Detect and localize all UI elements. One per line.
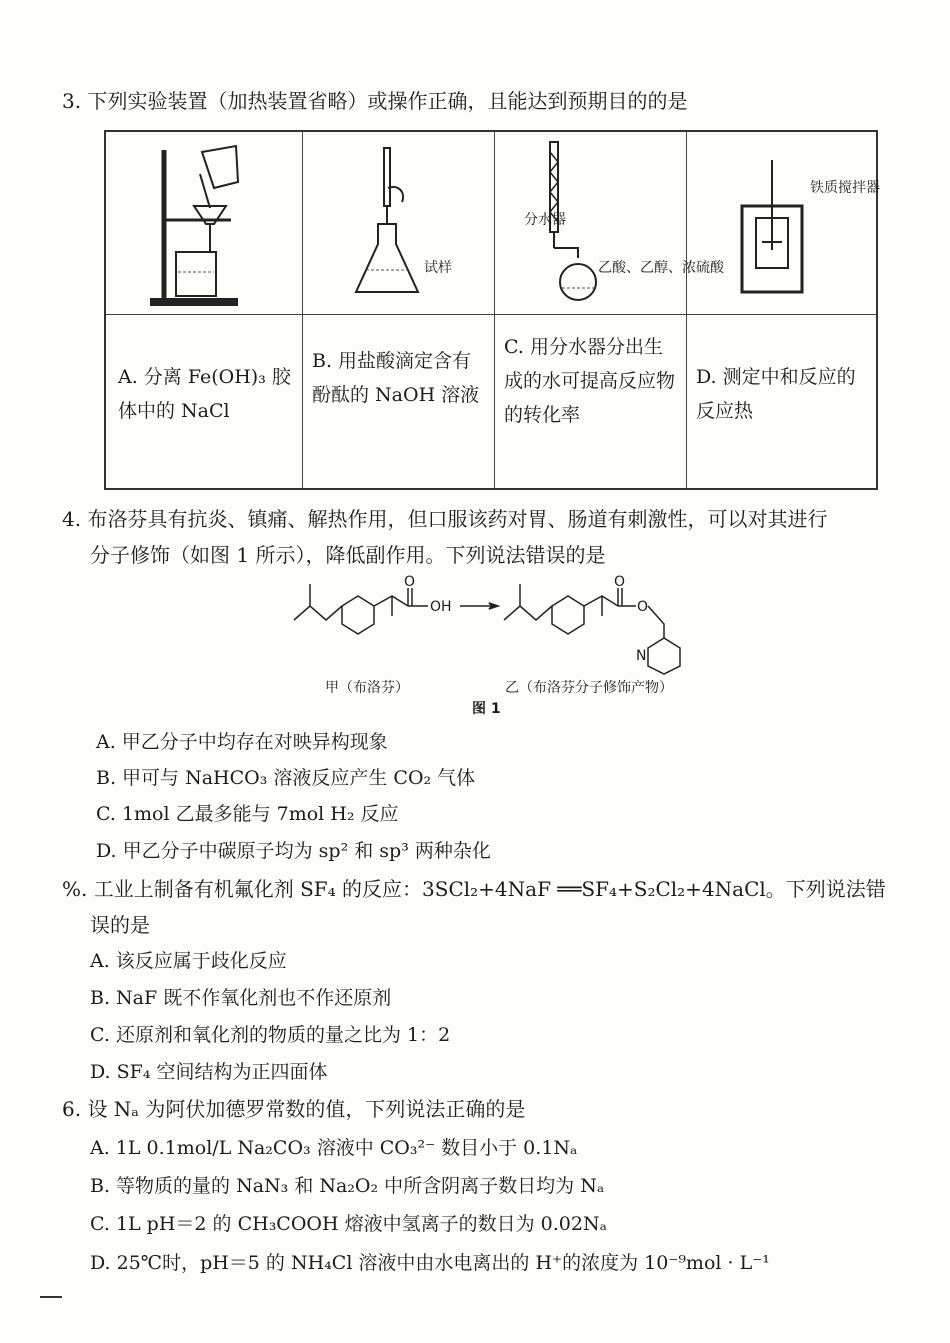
q4-option-a: A. 甲乙分子中均存在对映异构现象 <box>96 731 388 753</box>
apparatus-b-image <box>302 132 494 314</box>
option-c-text: C. 用分水器分出生成的水可提高反应物的转化率 <box>504 336 676 426</box>
apparatus-c-label-left: 分水器 <box>524 212 566 228</box>
q5-option-c: C. 还原剂和氧化剂的物质的量之比为 1：2 <box>90 1024 451 1046</box>
figure-caption: 图 1 <box>472 701 501 717</box>
q5-stem-line2: 误的是 <box>90 913 150 937</box>
mol-right-caption: 乙（布洛芬分子修饰产物） <box>505 680 673 696</box>
option-a-text: A. 分离 Fe(OH)₃ 胶体中的 NaCl <box>118 366 291 422</box>
apparatus-c-label-right: 乙酸、乙醇、浓硫酸 <box>598 260 724 276</box>
mol-left-caption: 甲（布洛芬） <box>325 680 409 696</box>
option-b-text: B. 用盐酸滴定含有酚酞的 NaOH 溶液 <box>312 350 480 406</box>
q5-option-a: A. 该反应属于歧化反应 <box>90 950 287 972</box>
q6-stem: 6. 设 Nₐ 为阿伏加德罗常数的值，下列说法正确的是 <box>62 1097 526 1121</box>
q5-stem-line1: %. 工业上制备有机氟化剂 SF₄ 的反应：3SCl₂+4NaF ══SF₄+S₂Cl₂+4NaCl。下列说法错 <box>62 877 886 901</box>
apparatus-c-image <box>494 132 724 314</box>
atom-o-3: O <box>637 599 649 615</box>
q6-option-a: A. 1L 0.1mol/L Na₂CO₃ 溶液中 CO₃²⁻ 数目小于 0.1Nₐ <box>90 1137 578 1159</box>
q4-option-b: B. 甲可与 NaHCO₃ 溶液反应产生 CO₂ 气体 <box>96 767 476 789</box>
apparatus-a-image <box>106 132 302 314</box>
apparatus-d-image <box>686 132 878 314</box>
q4-stem-line1: 4. 布洛芬具有抗炎、镇痛、解热作用，但口服该药对胃、肠道有刺激性，可以对其进行 <box>62 507 828 531</box>
q4-option-d: D. 甲乙分子中碳原子均为 sp² 和 sp³ 两种杂化 <box>96 840 491 862</box>
atom-oh: OH <box>430 599 452 615</box>
apparatus-table <box>104 130 878 490</box>
atom-o-1: O <box>404 574 416 590</box>
q6-option-d: D. 25℃时，pH＝5 的 NH₄Cl 溶液中由水电离出的 H⁺的浓度为 10⁻⁹mol · L⁻¹ <box>90 1252 770 1274</box>
apparatus-d-label: 铁质搅拌器 <box>810 180 880 196</box>
page-mark <box>40 1296 62 1298</box>
ibuprofen-structure <box>280 576 710 676</box>
q4-option-c: C. 1mol 乙最多能与 7mol H₂ 反应 <box>96 803 399 825</box>
q6-option-b: B. 等物质的量的 NaN₃ 和 Na₂O₂ 中所含阴离子数日均为 Nₐ <box>90 1175 605 1197</box>
q4-stem-line2: 分子修饰（如图 1 所示），降低副作用。下列说法错误的是 <box>90 543 606 567</box>
option-d-text: D. 测定中和反应的反应热 <box>696 366 856 422</box>
q6-option-c: C. 1L pH＝2 的 CH₃COOH 熔液中氢离子的数日为 0.02Nₐ <box>90 1213 607 1235</box>
atom-o-2: O <box>614 574 626 590</box>
q3-stem: 3. 下列实验装置（加热装置省略）或操作正确，且能达到预期目的的是 <box>62 89 688 113</box>
apparatus-b-label: 试样 <box>424 260 452 276</box>
atom-n: N <box>636 648 647 664</box>
q5-option-b: B. NaF 既不作氧化剂也不作还原剂 <box>90 987 392 1009</box>
q5-option-d: D. SF₄ 空间结构为正四面体 <box>90 1061 328 1083</box>
